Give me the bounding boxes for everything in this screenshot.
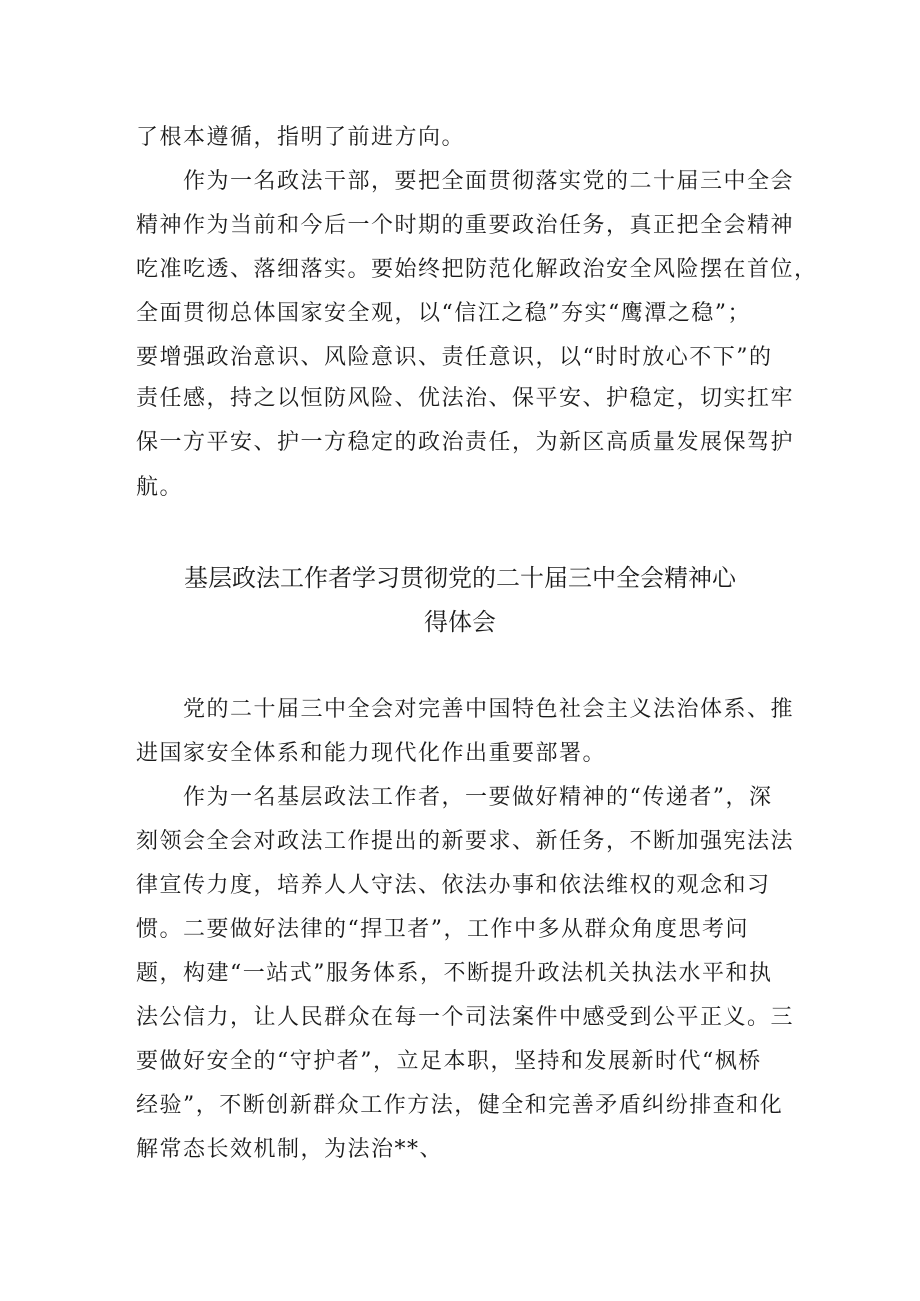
paragraph-line: 解常态长效机制，为法治**、 [136,1137,444,1162]
paragraph-line: 精神作为当前和今后一个时期的重要政治任务，真正把全会精神 [136,213,795,238]
paragraph-line: 吃准吃透、落细落实。要始终把防范化解政治安全风险摆在首位， [136,257,818,282]
paragraph-line: 经验”，不断创新群众工作方法，健全和完善矛盾纠纷排查和化 [136,1093,784,1118]
article-title: 基层政法工作者学习贯彻党的二十届三中全会精神心 [184,564,736,592]
paragraph-line: 题，构建“一站式”服务体系，不断提升政法机关执法水平和执 [136,961,773,986]
article-title-continued: 得体会 [424,608,496,636]
paragraph-line: 作为一名政法干部，要把全面贯彻落实党的二十届三中全会 [183,169,795,194]
paragraph-line: 刻领会全会对政法工作提出的新要求、新任务，不断加强宪法法 [136,829,795,854]
paragraph-line: 惯。二要做好法律的“捍卫者”，工作中多从群众角度思考问 [136,917,749,942]
paragraph-line: 全面贯彻总体国家安全观，以“信江之稳”夯实“鹰潭之稳”； [136,301,751,326]
paragraph-line: 了根本遵循，指明了前进方向。 [136,125,466,150]
paragraph-line: 保一方平安、护一方稳定的政治责任，为新区高质量发展保驾护 [136,430,795,455]
paragraph-line: 要增强政治意识、风险意识、责任意识，以“时时放心不下”的 [136,345,773,370]
paragraph-line: 要做好安全的“守护者”，立足本职，坚持和发展新时代“枫桥 [136,1049,762,1074]
paragraph-line: 作为一名基层政法工作者，一要做好精神的“传递者”，深 [183,785,773,810]
paragraph-line: 责任感，持之以恒防风险、优法治、保平安、护稳定，切实扛牢 [136,386,795,411]
paragraph-line: 进国家安全体系和能力现代化作出重要部署。 [136,741,607,766]
paragraph-line: 法公信力，让人民群众在每一个司法案件中感受到公平正义。三 [136,1005,795,1030]
paragraph-line: 航。 [136,475,184,500]
paragraph-line: 党的二十届三中全会对完善中国特色社会主义法治体系、推 [183,697,795,722]
paragraph-line: 律宣传力度，培养人人守法、依法办事和依法维权的观念和习 [136,873,771,898]
